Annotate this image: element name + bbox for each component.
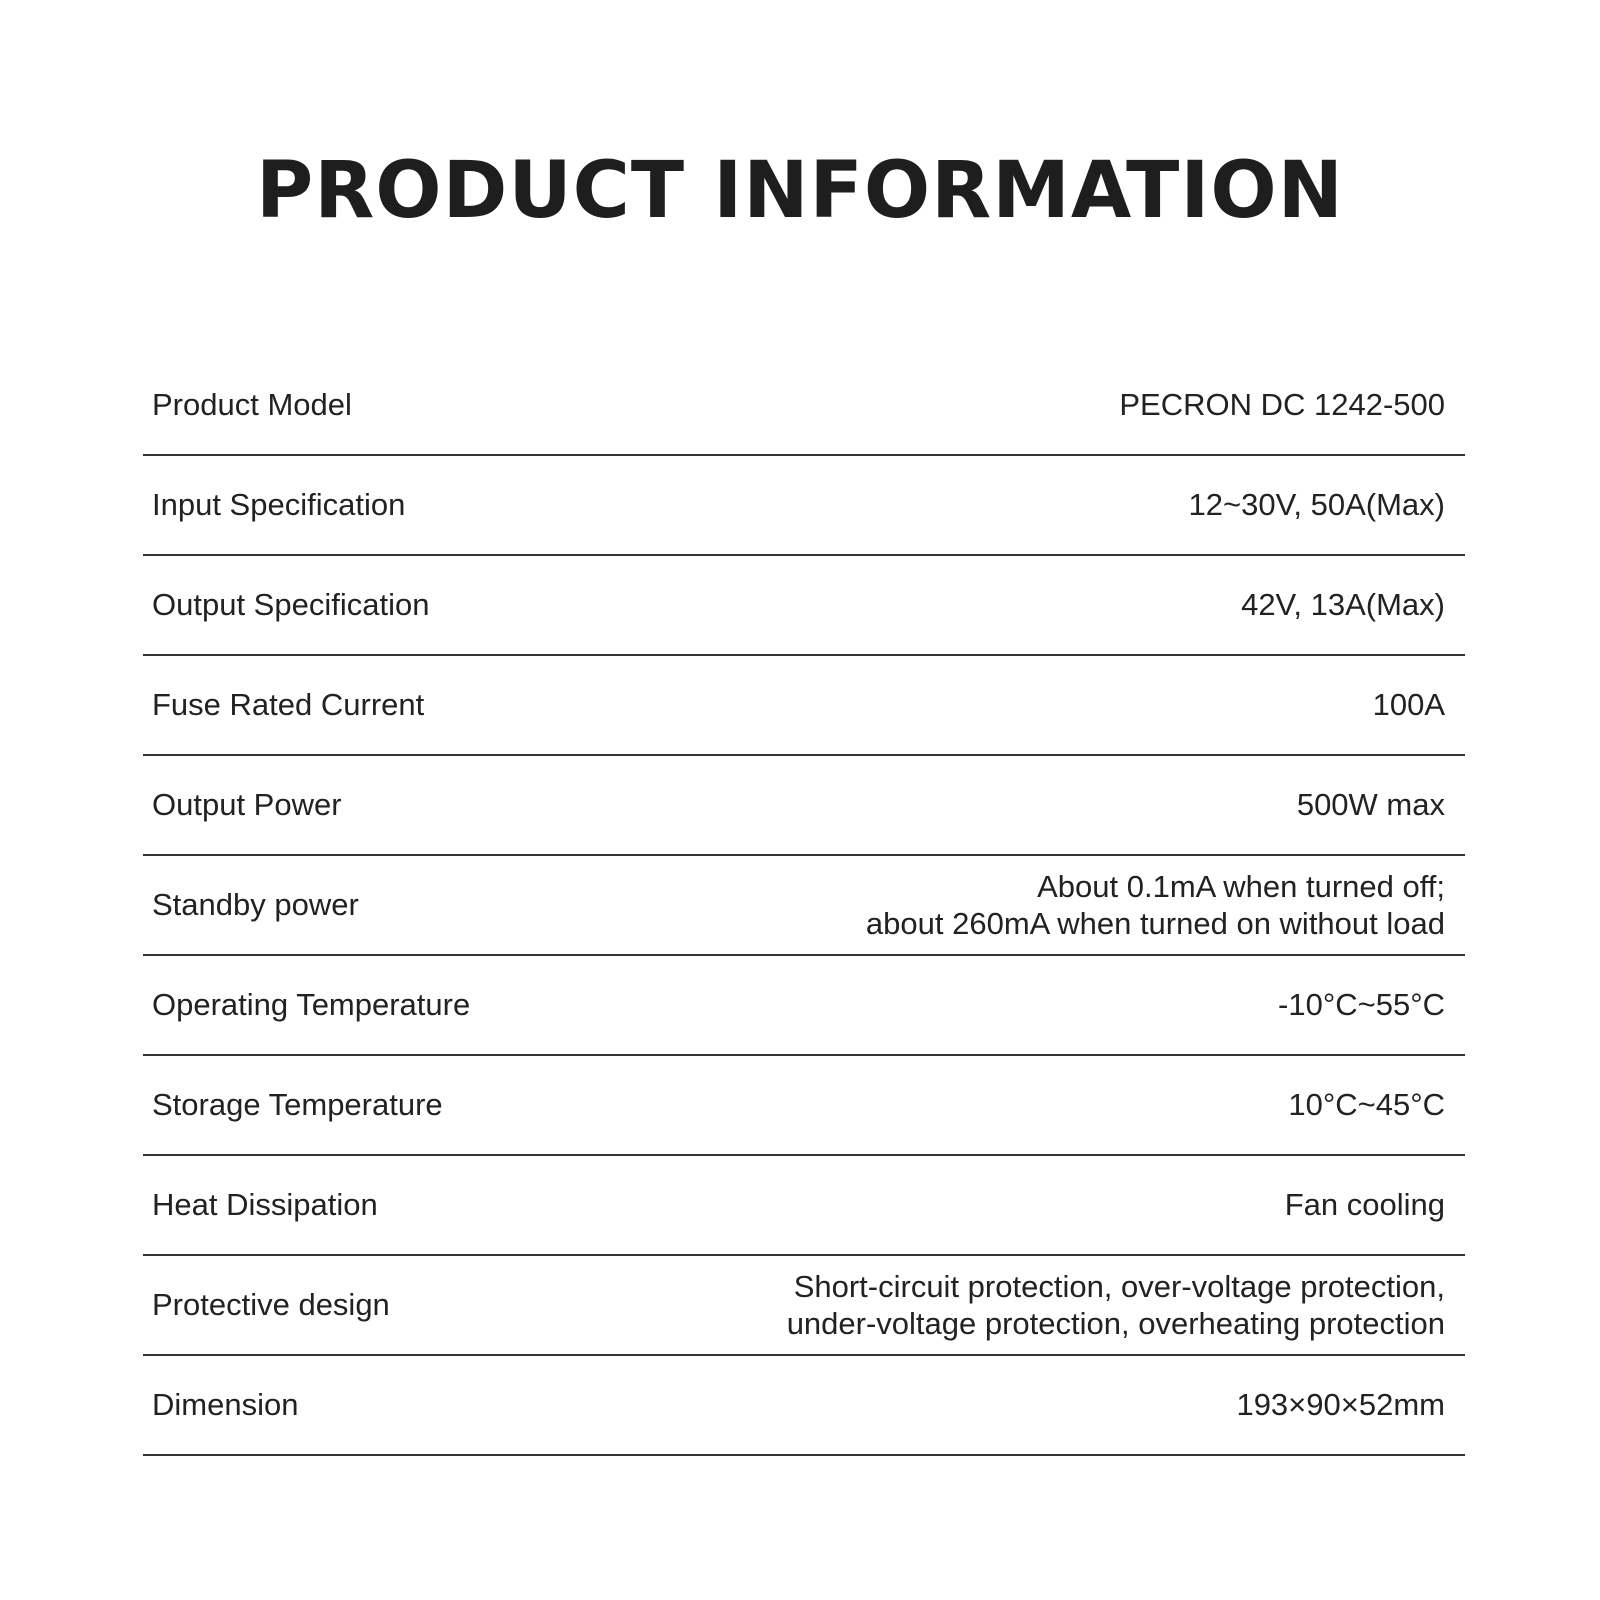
spec-label: Heat Dissipation bbox=[152, 1187, 378, 1223]
spec-row-storage-temperature bbox=[143, 1056, 1465, 1156]
spec-label: Output Specification bbox=[152, 587, 430, 623]
spec-label: Product Model bbox=[152, 387, 352, 423]
spec-value-line: under-voltage protection, overheating protection bbox=[786, 1306, 1445, 1341]
spec-value bbox=[1119, 386, 1465, 423]
spec-table bbox=[143, 356, 1465, 1456]
spec-label: Output Power bbox=[152, 787, 342, 823]
spec-row-output-power bbox=[143, 756, 1465, 856]
spec-value bbox=[1288, 1086, 1465, 1123]
spec-label: Dimension bbox=[152, 1387, 299, 1423]
spec-value bbox=[1241, 586, 1465, 623]
spec-row-heat-dissipation bbox=[143, 1156, 1465, 1256]
spec-label: Protective design bbox=[152, 1287, 390, 1323]
spec-row-standby-power bbox=[143, 856, 1465, 956]
spec-value bbox=[1285, 1186, 1465, 1223]
spec-value bbox=[1297, 786, 1465, 823]
spec-row-protective-design bbox=[143, 1256, 1465, 1356]
spec-value-line: PECRON DC 1242-500 bbox=[1119, 387, 1445, 423]
spec-value-line: 500W max bbox=[1296, 787, 1445, 823]
spec-value-line: 10°C~45°C bbox=[1288, 1087, 1445, 1123]
spec-value-line: about 260mA when turned on without load bbox=[865, 906, 1445, 941]
spec-value bbox=[787, 1268, 1465, 1342]
spec-row-output-specification bbox=[143, 556, 1465, 656]
spec-value bbox=[1189, 486, 1466, 523]
spec-row-operating-temperature bbox=[143, 956, 1465, 1056]
spec-value-line: Fan cooling bbox=[1284, 1187, 1445, 1223]
spec-value bbox=[1278, 986, 1465, 1023]
spec-value-line: About 0.1mA when turned off; bbox=[1037, 868, 1445, 904]
spec-value-line: 42V, 13A(Max) bbox=[1241, 587, 1445, 623]
spec-value-line: Short-circuit protection, over-voltage protection, bbox=[793, 1268, 1445, 1304]
spec-label: Input Specification bbox=[152, 487, 406, 523]
spec-value bbox=[1373, 686, 1465, 723]
spec-label: Fuse Rated Current bbox=[152, 687, 425, 723]
spec-label: Operating Temperature bbox=[152, 987, 471, 1023]
spec-row-fuse-rated-current bbox=[143, 656, 1465, 756]
page-title: PRODUCT INFORMATION bbox=[256, 146, 1344, 236]
spec-row-dimension bbox=[143, 1356, 1465, 1456]
spec-label: Storage Temperature bbox=[152, 1087, 443, 1123]
spec-row-product-model bbox=[143, 356, 1465, 456]
spec-row-input-specification bbox=[143, 456, 1465, 556]
spec-value bbox=[866, 868, 1465, 942]
spec-value-line: 100A bbox=[1372, 687, 1445, 723]
spec-value-line: 12~30V, 50A(Max) bbox=[1188, 487, 1445, 523]
spec-value-line: -10°C~55°C bbox=[1278, 987, 1445, 1023]
spec-value bbox=[1236, 1386, 1465, 1423]
spec-value-line: 193×90×52mm bbox=[1236, 1387, 1445, 1423]
spec-label: Standby power bbox=[152, 887, 359, 923]
